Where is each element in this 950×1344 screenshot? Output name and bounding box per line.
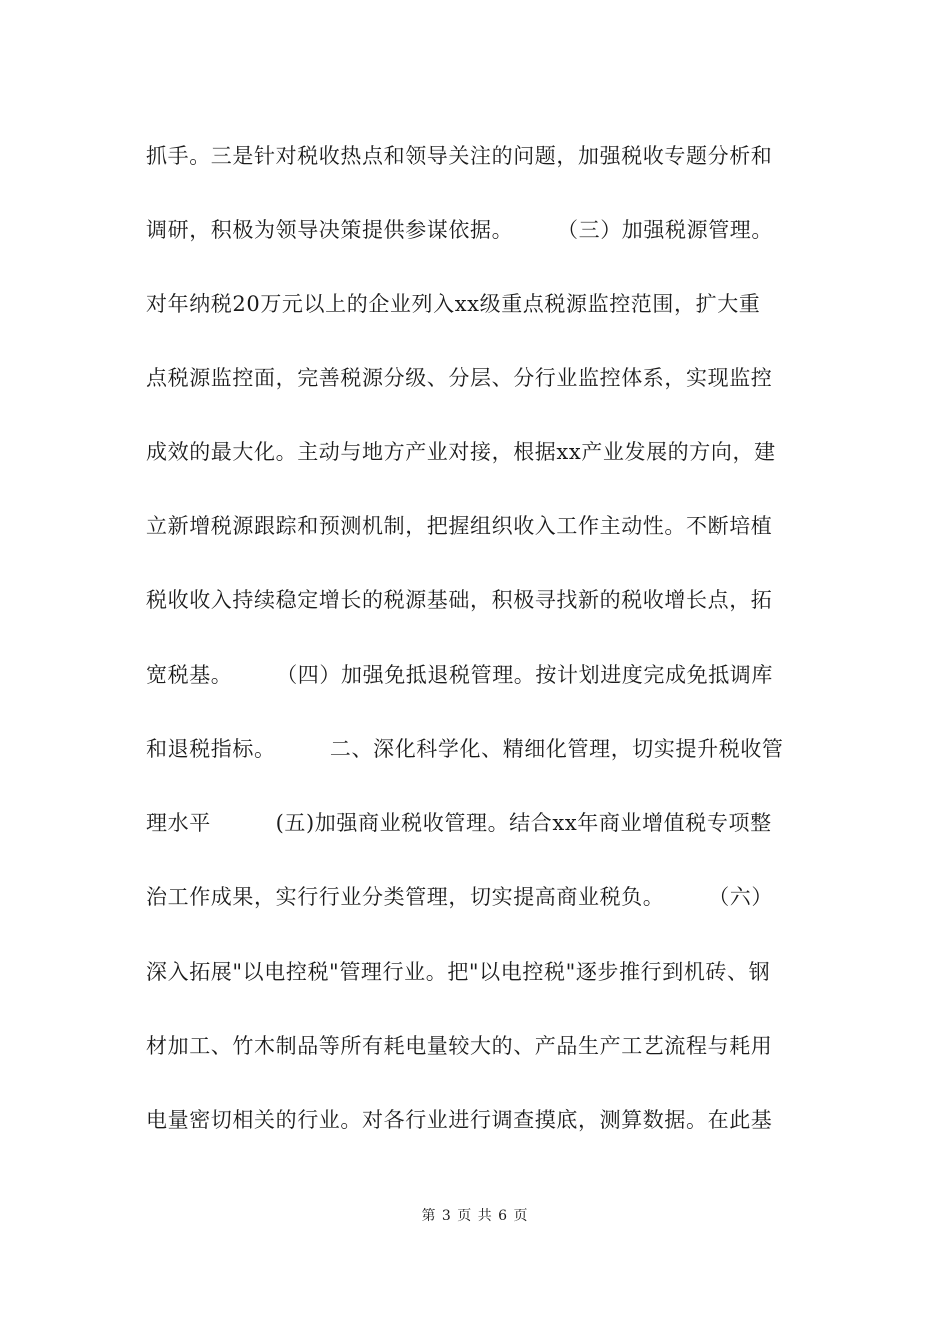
text-line-13: 材加工、竹木制品等所有耗电量较大的、产品生产工艺流程与耗用 xyxy=(146,1034,773,1058)
text-line-5: 成效的最大化。主动与地方产业对接，根据xx产业发展的方向，建 xyxy=(146,440,776,464)
text-line-3: 对年纳税20万元以上的企业列入xx级重点税源监控范围，扩大重 xyxy=(146,292,761,316)
text-line-6: 立新增税源跟踪和预测机制，把握组织收入工作主动性。不断培植 xyxy=(146,514,773,538)
text-line-11: 治工作成果，实行行业分类管理，切实提高商业税负。 （六） xyxy=(146,885,773,909)
text-line-8: 宽税基。 （四）加强免抵退税管理。按计划进度完成免抵调库 xyxy=(146,663,773,687)
text-line-2: 调研，积极为领导决策提供参谋依据。 （三）加强税源管理。 xyxy=(146,218,773,242)
text-line-12: 深入拓展"以电控税"管理行业。把"以电控税"逐步推行到机砖、钢 xyxy=(146,960,771,984)
text-line-7: 税收收入持续稳定增长的税源基础，积极寻找新的税收增长点，拓 xyxy=(146,588,773,612)
text-line-14: 电量密切相关的行业。对各行业进行调查摸底，测算数据。在此基 xyxy=(146,1108,773,1132)
text-line-9: 和退税指标。 二、深化科学化、精细化管理，切实提升税收管 xyxy=(146,737,784,761)
page-number-footer: 第 3 页 共 6 页 xyxy=(421,1208,529,1224)
text-line-4: 点税源监控面，完善税源分级、分层、分行业监控体系，实现监控 xyxy=(146,366,773,390)
text-line-1: 抓手。三是针对税收热点和领导关注的问题，加强税收专题分析和 xyxy=(146,144,773,168)
text-line-10: 理水平 (五)加强商业税收管理。结合xx年商业增值税专项整 xyxy=(146,811,772,835)
